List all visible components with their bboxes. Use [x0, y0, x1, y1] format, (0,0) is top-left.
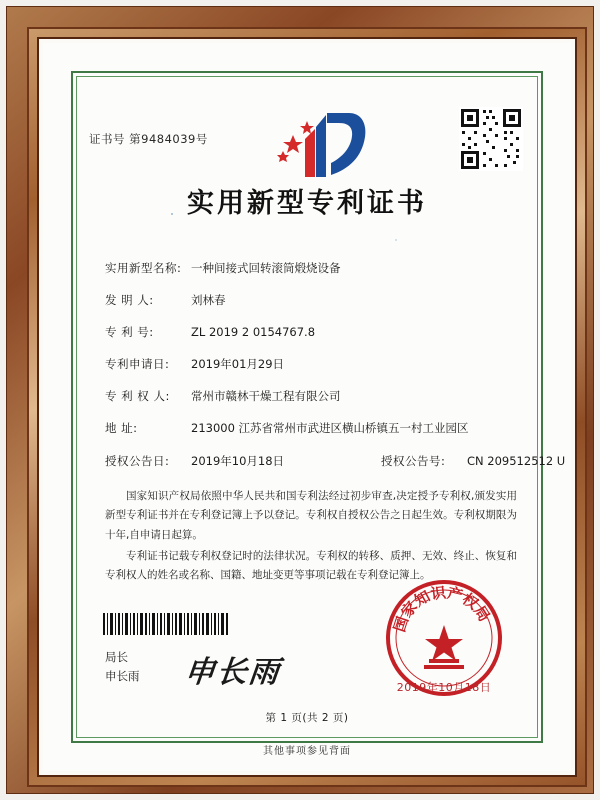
field-row	[105, 356, 525, 372]
certificate-content	[89, 87, 566, 731]
field-label-secondary: 授权公告号:	[381, 453, 446, 468]
svg-text:国家知识产权局: 国家知识产权局	[390, 583, 494, 635]
qr-code-icon	[459, 107, 523, 171]
field-value: 刘林春	[191, 293, 226, 308]
field-value: 2019年01月29日	[191, 357, 285, 372]
picture-frame-outer	[6, 6, 594, 794]
paragraph: 专利证书记载专利权登记时的法律状况。专利权的转移、质押、无效、终止、恢复和专利权人的姓名或名称、国籍、地址变更等事项记载在专利登记簿上。	[105, 549, 517, 582]
director-name: 申长雨	[105, 669, 140, 684]
certificate-number: 证书号 第9484039号	[89, 132, 208, 146]
field-value: 常州市赣林干燥工程有限公司	[191, 389, 341, 404]
handwritten-signature: 申长雨	[182, 655, 283, 690]
field-row	[105, 292, 525, 308]
field-value: ZL 2019 2 0154767.8	[191, 325, 316, 340]
director-label: 局长	[105, 649, 128, 664]
field-label: 发 明 人:	[105, 293, 154, 308]
director-block	[105, 648, 140, 687]
fields-list	[89, 260, 566, 469]
field-label: 实用新型名称:	[105, 261, 182, 275]
field-value: 一种间接式回转滚筒煅烧设备	[191, 261, 341, 275]
seal-date: 2019年10月18日	[396, 681, 492, 694]
field-row	[105, 420, 525, 436]
field-row-announcement	[105, 453, 566, 469]
legal-text	[89, 487, 525, 586]
field-label: 专利申请日:	[105, 357, 170, 372]
field-value: 2019年10月18日	[191, 453, 285, 468]
field-row	[105, 324, 525, 340]
field-row	[105, 260, 525, 276]
field-label: 地 址:	[105, 421, 138, 436]
field-value: 213000 江苏省常州市武进区横山桥镇五一村工业园区	[191, 421, 469, 436]
barcode-icon	[103, 613, 231, 635]
page-indicator: 第 1 页(共 2 页)	[265, 712, 349, 724]
field-value-secondary: CN 209512512 U	[467, 453, 566, 468]
field-label: 专 利 号:	[105, 325, 154, 340]
page-title: 实用新型专利证书	[187, 188, 427, 219]
footnote: 其他事项参见背面	[263, 746, 351, 757]
field-row	[105, 388, 525, 404]
field-label: 授权公告日:	[105, 453, 170, 468]
cnipa-logo-icon	[269, 105, 389, 185]
certificate-paper	[43, 43, 571, 771]
paragraph: 国家知识产权局依照中华人民共和国专利法经过初步审查,决定授予专利权,颁发实用新型专利证书并在专利登记簿上予以登记。专利权自授权公告之日起生效。专利权期限为十年,自申请日起算。	[105, 489, 517, 541]
field-label: 专 利 权 人:	[105, 389, 170, 404]
